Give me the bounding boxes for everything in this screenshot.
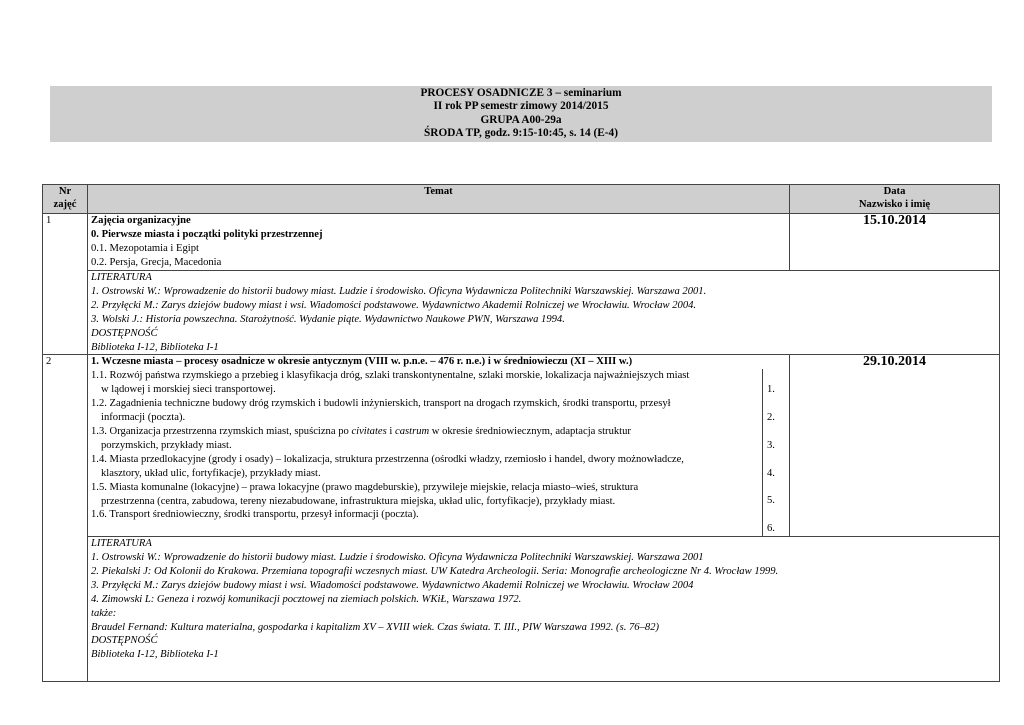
literature-item: 1. Ostrowski W.: Wprowadzenie do historii budowy miast. Ludzie i środowisko. Oficyna Wydawnicza Politechniki Warszawskiej. Warszawa 2001.	[91, 285, 707, 297]
topic-number: 1.	[767, 384, 775, 396]
literature-row	[43, 271, 1000, 355]
column-header-temat: Temat	[88, 185, 790, 214]
row-date: 15.10.2014	[790, 214, 1000, 271]
topic-item-line: 1.4. Miasta przedlokacyjne (grody i osady) – lokalizacja, struktura przestrzenna (ośrodki władzy, rzemiosło i handel, dwory możnowładcze,	[91, 453, 684, 465]
topic-number: 5.	[767, 495, 775, 507]
access-header: DOSTĘPNOŚĆ	[91, 635, 158, 647]
literature-item: 3. Przyłęcki M.: Zarys dziejów budowy miast i wsi. Wiadomości podstawowe. Wydawnictwo Akademii Rolniczej we Wrocławiu. Wrocław 2004	[91, 579, 694, 591]
topic-number: 6.	[767, 523, 775, 535]
topic-number: 3.	[767, 439, 775, 451]
column-header-nr-line1: Nr	[58, 186, 72, 197]
row-topic	[88, 214, 790, 271]
topic-item-line: 1.1. Rozwój państwa rzymskiego a przebieg i klasyfikacja dróg, szlaki transkontynentalne, szlaki morskie, lokalizacja najważniejszych miast	[91, 370, 690, 382]
literature-row	[43, 537, 1000, 682]
topic-item-line: 1.5. Miasta komunalne (lokacyjne) – prawa lokacyjne (prawo magdeburskie), przywileje miejskie, relacja miasto–wieś, struktura	[91, 481, 639, 493]
topic-item-italic: castrum	[395, 425, 430, 437]
topic-item-italic: civitates	[351, 425, 387, 437]
topic-item-text	[91, 369, 762, 536]
topic-number: 4.	[767, 467, 775, 479]
header-semester: II rok PP semestr zimowy 2014/2015	[433, 100, 609, 113]
topic-title: Zajęcia organizacyjne	[91, 215, 191, 226]
header-group: GRUPA A00-29a	[480, 113, 562, 126]
row-number: 2	[43, 355, 88, 682]
topic-subtitle: 0. Pierwsze miasta i początki polityki przestrzennej	[91, 228, 323, 240]
topic-item: 0.2. Persja, Grecja, Macedonia	[91, 256, 222, 268]
topic-item	[91, 369, 789, 536]
access-text: Biblioteka I-12, Biblioteka I-1	[91, 649, 219, 661]
topic-item-text-part: w okresie średniowiecznym, adaptacja struktur	[429, 425, 631, 437]
table-header-row	[43, 185, 1000, 214]
column-header-date-line2: Nazwisko i imię	[858, 199, 931, 210]
topic-item-line: przestrzenna (centra, zabudowa, tereny niezabudowane, infrastruktura miejska, układ ulic, fortyfikacje), przykłady miast.	[101, 495, 616, 507]
literature-item: 3. Wolski J.: Historia powszechna. Starożytność. Wydanie piąte. Wydawnictwo Naukowe PWN, Warszawa 1994.	[91, 313, 565, 325]
literature-header: LITERATURA	[91, 538, 152, 550]
topic-item-line: klasztory, układ ulic, fortyfikacje), przykłady miast.	[101, 467, 321, 479]
table-row	[43, 355, 1000, 537]
topic-item-line	[91, 425, 762, 439]
literature-item: Braudel Fernand: Kultura materialna, gospodarka i kapitalizm XV – XVIII wiek. Czas świata. T. III., PIW Warszawa 1992. (s. 76–82)	[91, 621, 660, 633]
literature-item: 2. Przyłęcki M.: Zarys dziejów budowy miast i wsi. Wiadomości podstawowe. Wydawnictwo Akademii Rolniczej we Wrocławiu. Wrocław 2004.	[91, 299, 697, 311]
topic-number-column	[762, 369, 789, 536]
document-header	[50, 86, 992, 142]
access-header: DOSTĘPNOŚĆ	[91, 327, 158, 339]
literature-item: 4. Zimowski L: Geneza i rozwój komunikacji pocztowej na ziemiach polskich. WKiŁ, Warszawa 1972.	[91, 593, 522, 605]
topic-item-text-part: 1.3. Organizacja przestrzenna rzymskich miast, spuścizna po	[91, 425, 352, 437]
literature-cell	[88, 271, 1000, 355]
header-schedule: ŚRODA TP, godz. 9:15-10:45, s. 14 (E-4)	[424, 126, 618, 139]
topic-item: 0.1. Mezopotamia i Egipt	[91, 242, 199, 254]
column-header-date	[790, 185, 1000, 214]
topic-item-line: informacji (poczta).	[101, 412, 186, 424]
topic-title: 1. Wczesne miasta – procesy osadnicze w okresie antycznym (VIII w. p.n.e. – 476 r. n.e.) i w średniowieczu (XI – XIII w.)	[91, 356, 633, 368]
literature-item: także:	[91, 607, 117, 619]
topic-item-line: porzymskich, przykłady miast.	[101, 439, 232, 451]
schedule-table	[42, 184, 1000, 682]
row-topic	[88, 355, 790, 537]
header-course-title: PROCESY OSADNICZE 3 – seminarium	[420, 87, 622, 99]
row-number: 1	[43, 214, 88, 355]
row-date: 29.10.2014	[790, 355, 1000, 537]
column-header-nr	[43, 185, 88, 214]
access-text: Biblioteka I-12, Biblioteka I-1	[91, 341, 219, 353]
topic-item-line: 1.6. Transport średniowieczny, środki transportu, przesył informacji (poczta).	[91, 509, 419, 521]
topic-item-line: 1.2. Zagadnienia techniczne budowy dróg rzymskich i budowli inżynierskich, transport na drogach rzymskich, środki transportu, przesył	[91, 398, 671, 410]
literature-item: 1. Ostrowski W.: Wprowadzenie do historii budowy miast. Ludzie i środowisko. Oficyna Wydawnicza Politechniki Warszawskiej. Warszawa 2001	[91, 552, 704, 564]
topic-item-text-part: i	[386, 425, 395, 437]
literature-cell	[88, 537, 1000, 682]
column-header-nr-line2: zajęć	[53, 199, 77, 210]
column-header-date-line1: Data	[883, 186, 906, 197]
table-row	[43, 214, 1000, 271]
topic-item-line: w lądowej i morskiej sieci transportowej.	[101, 384, 276, 396]
literature-header: LITERATURA	[91, 272, 152, 283]
topic-number: 2.	[767, 412, 775, 424]
literature-item: 2. Piekalski J: Od Kolonii do Krakowa. Przemiana topografii wczesnych miast. UW Katedra Archeologii. Seria: Monografie archeologiczne Nr 4. Wrocław 1999.	[91, 565, 779, 577]
spacer	[767, 369, 789, 383]
